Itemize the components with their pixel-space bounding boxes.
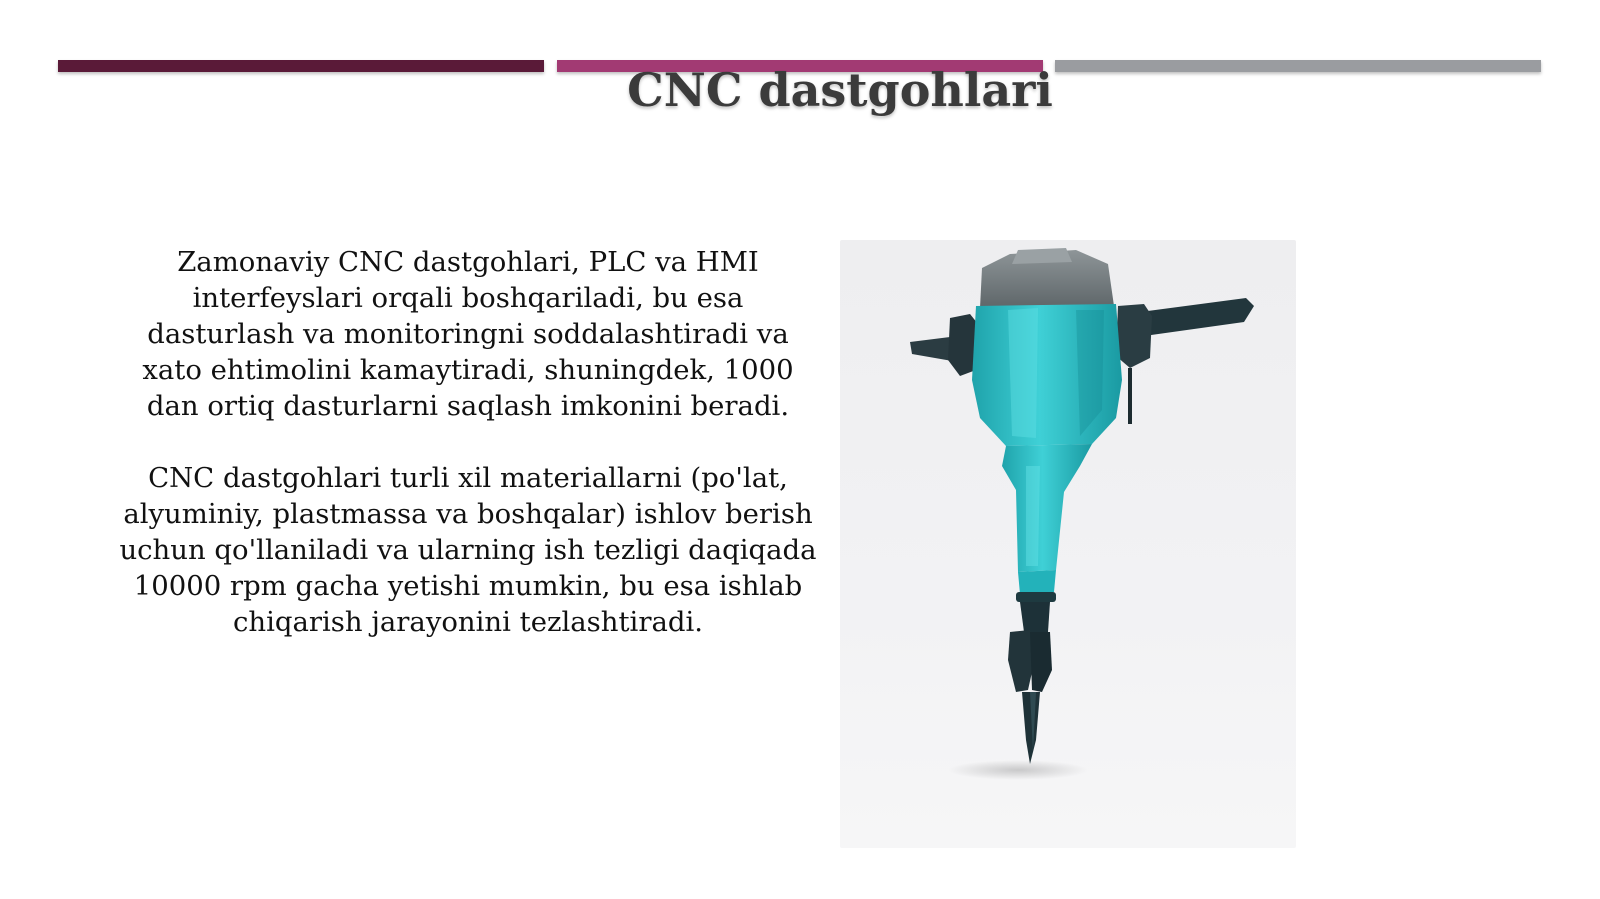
jackhammer-icon — [840, 240, 1296, 848]
jackhammer-image — [840, 240, 1296, 848]
body-text — [118, 244, 818, 640]
header-bar-right — [1055, 60, 1541, 72]
paragraph-plc-hmi: Zamonaviy CNC dastgohlari, PLC va HMI interfeyslari orqali boshqariladi, bu esa dasturlash va monitoringni soddalashtiradi va xato ehtimolini kamaytiradi, shuningdek, 1000 dan ortiq dasturlarni saqlash imkonini beradi. — [142, 246, 794, 422]
paragraph-materials-speed: CNC dastgohlari turli xil materiallarni (po'lat, alyuminiy, plastmassa va boshqalar) ishlov berish uchun qo'llaniladi va ularning ish tezligi daqiqada 10000 rpm gacha yetishi mumkin, bu esa ishlab chiqarish jarayonini tezlashtiradi. — [119, 462, 817, 638]
header-bar-left — [58, 60, 544, 72]
slide-title: CNC dastgohlari — [627, 63, 1053, 117]
